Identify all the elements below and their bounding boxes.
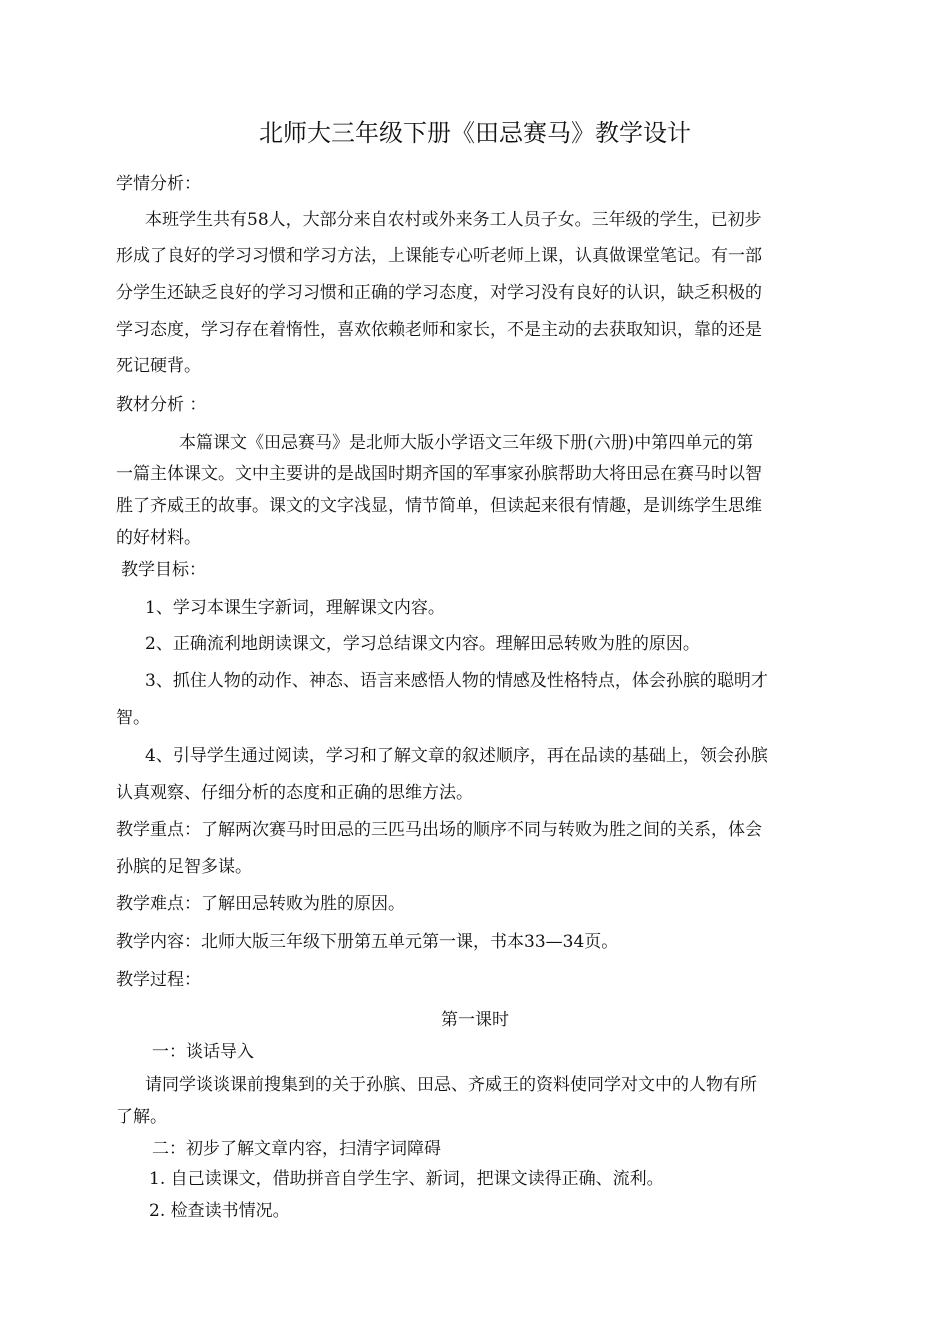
paragraph-line: 了解。 [116, 1107, 167, 1127]
list-item: 3、抓住人物的动作、神态、语言来感悟人物的情感及性格特点，体会孙膑的聪明才 [145, 671, 768, 691]
paragraph-neirong: 教学内容：北师大版三年级下册第五单元第一课，书本33—34页。 [116, 932, 619, 952]
step-heading: 二：初步了解文章内容，扫清字词障碍 [152, 1139, 441, 1159]
paragraph-line: 形成了良好的学习习惯和学习方法，上课能专心听老师上课，认真做课堂笔记。有一部 [116, 246, 762, 266]
list-item-continued: 认真观察、仔细分析的态度和正确的思维方法。 [116, 783, 473, 803]
paragraph-line: 请同学谈谈课前搜集到的关于孙膑、田忌、齐威王的资料使同学对文中的人物有所 [145, 1075, 757, 1095]
heading-guocheng: 教学过程： [116, 970, 201, 990]
paragraph-line: 本班学生共有58人，大部分来自农村或外来务工人员子女。三年级的学生，已初步 [145, 210, 762, 230]
heading-mubiao: 教学目标： [121, 560, 206, 580]
list-item: 2. 检查读书情况。 [149, 1201, 290, 1221]
heading-jiaocai: 教材分析 ： [116, 395, 207, 415]
list-item-continued: 智。 [116, 708, 150, 728]
list-item: 2、正确流利地朗读课文，学习总结课文内容。理解田忌转败为胜的原因。 [145, 634, 700, 654]
paragraph-nandian: 教学难点：了解田忌转败为胜的原因。 [116, 894, 405, 914]
heading-xueqing: 学情分析： [116, 174, 201, 194]
paragraph-line: 的好材料。 [116, 528, 201, 548]
paragraph-line: 学习态度，学习存在着惰性，喜欢依赖老师和家长，不是主动的去获取知识，靠的还是 [116, 320, 762, 340]
paragraph-zhongdian: 教学重点：了解两次赛马时田忌的三匹马出场的顺序不同与转败为胜之间的关系，体会 [116, 820, 762, 840]
list-item: 4、引导学生通过阅读，学习和了解文章的叙述顺序，再在品读的基础上，领会孙膑 [145, 746, 768, 766]
paragraph-line: 孙膑的足智多谋。 [116, 857, 252, 877]
lesson-period-heading: 第一课时 [441, 1010, 509, 1030]
paragraph-line: 胜了齐威王的故事。课文的文字浅显，情节简单，但读起来很有情趣，是训练学生思维 [116, 496, 762, 516]
step-heading: 一：谈话导入 [152, 1042, 254, 1062]
paragraph-line: 本篇课文《田忌赛马》是北师大版小学语文三年级下册(六册)中第四单元的第 [179, 433, 754, 453]
paragraph-line: 一篇主体课文。文中主要讲的是战国时期齐国的军事家孙膑帮助大将田忌在赛马时以智 [116, 464, 762, 484]
paragraph-line: 分学生还缺乏良好的学习习惯和正确的学习态度，对学习没有良好的认识，缺乏积极的 [116, 283, 762, 303]
document-title: 北师大三年级下册《田忌赛马》教学设计 [259, 119, 691, 147]
paragraph-line: 死记硬背。 [116, 356, 201, 376]
list-item: 1. 自己读课文，借助拼音自学生字、新词，把课文读得正确、流利。 [149, 1169, 664, 1189]
list-item: 1、学习本课生字新词，理解课文内容。 [145, 598, 445, 618]
